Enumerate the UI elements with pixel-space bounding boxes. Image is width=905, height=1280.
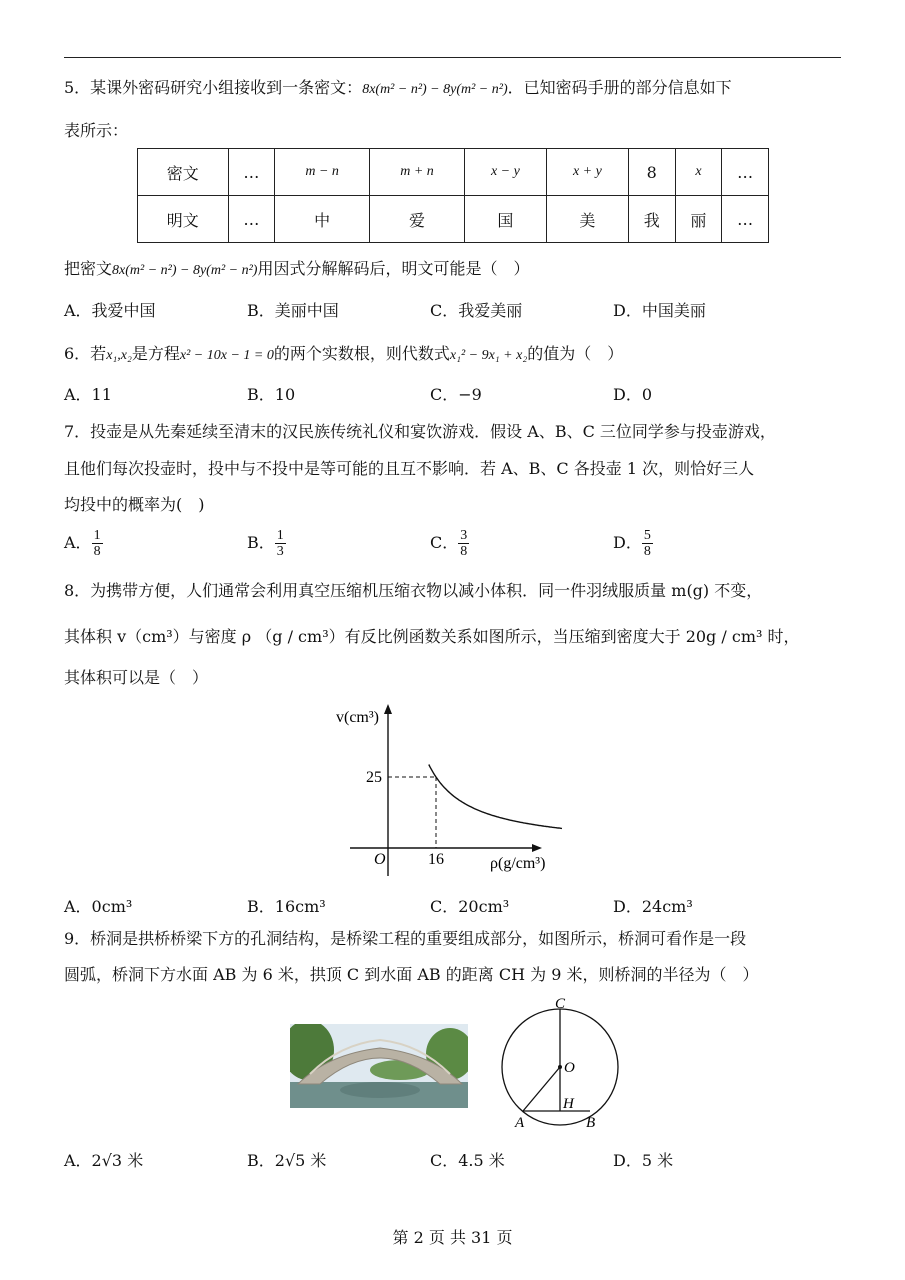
q7-line2: 且他们每次投壶时，投中与不投中是等可能的且互不影响．若 A、B、C 各投壶 1 次，则恰好三人 <box>64 459 755 478</box>
table-cell: 丽 <box>675 196 722 243</box>
page-footer: 第 2 页 共 31 页 <box>392 1228 513 1247</box>
q7-option-a[interactable] <box>64 528 103 559</box>
table-cell: 我 <box>628 196 675 243</box>
q5-ask-text-b: 用因式分解解码后，明文可能是（ ） <box>257 259 530 278</box>
fraction-numerator: 3 <box>460 528 468 543</box>
q5-option-d[interactable]: D．中国美丽 <box>613 301 706 320</box>
q6-option-c[interactable]: C．−9 <box>430 385 482 404</box>
q9-option-a[interactable]: A．2√3 米 <box>64 1151 144 1170</box>
y-tick-label: 25 <box>366 769 382 786</box>
q6-text: 6．若 <box>64 344 107 363</box>
q6-expression: x₁² − 9x₁ + x₂ <box>449 348 528 363</box>
fraction-denominator: 3 <box>276 544 284 559</box>
photo-reflection <box>340 1082 420 1098</box>
fraction-numerator: 5 <box>643 528 651 543</box>
table-cell: 明文 <box>138 196 229 243</box>
table-cell: 密文 <box>138 149 229 196</box>
x-axis-label: ρ(g/cm³) <box>490 855 546 872</box>
table-cell: 8 <box>628 149 675 196</box>
q7-line3: 均投中的概率为( ) <box>64 495 205 514</box>
fraction-numerator: 1 <box>93 528 101 543</box>
header-rule <box>64 57 841 58</box>
table-row-ciphertext <box>138 149 769 196</box>
cipher-table <box>137 148 769 243</box>
table-cell: … <box>722 196 769 243</box>
label-c: C <box>555 996 566 1012</box>
q7-option-c[interactable] <box>430 528 469 559</box>
q7-option-b[interactable] <box>247 528 286 559</box>
table-cell: m + n <box>370 149 465 196</box>
q9-option-b[interactable]: B．2√5 米 <box>247 1151 327 1170</box>
table-cell: x <box>675 149 722 196</box>
table-cell: … <box>228 149 275 196</box>
q6-text-3: 的两个实数根，则代数式 <box>273 344 450 363</box>
q8-option-c[interactable]: C．20cm³ <box>430 897 510 916</box>
option-label: C． <box>430 533 459 552</box>
fraction <box>92 528 103 559</box>
table-cell: 美 <box>546 196 628 243</box>
q5-option-b[interactable]: B．美丽中国 <box>247 301 339 320</box>
table-cell: … <box>228 196 275 243</box>
center-point <box>558 1065 562 1069</box>
bridge-photo <box>290 1024 468 1108</box>
hyperbola-curve <box>429 765 562 829</box>
q5-ask <box>64 258 529 282</box>
q6-equation: x² − 10x − 1 = 0 <box>179 348 274 363</box>
q6-stem <box>64 343 623 367</box>
q6-option-d[interactable]: D．0 <box>613 385 653 404</box>
table-cell: x − y <box>464 149 546 196</box>
q9-option-c[interactable]: C．4.5 米 <box>430 1151 505 1170</box>
q5-option-c[interactable]: C．我爱美丽 <box>430 301 523 320</box>
q5-ask-expression: 8x(m² − n²) − 8y(m² − n²) <box>112 263 258 278</box>
table-cell: 国 <box>464 196 546 243</box>
q5-stem-text-b: ．已知密码手册的部分信息如下 <box>507 78 732 97</box>
y-axis-arrow <box>384 704 392 714</box>
fraction-numerator: 1 <box>276 528 284 543</box>
q5-stem-line1 <box>64 77 732 101</box>
label-o: O <box>564 1060 575 1076</box>
fraction-denominator: 8 <box>643 544 651 559</box>
q6-text-4: 的值为（ ） <box>527 344 624 363</box>
inverse-function-graph <box>330 700 570 880</box>
fraction <box>642 528 653 559</box>
fraction-denominator: 8 <box>460 544 468 559</box>
q8-option-a[interactable]: A．0cm³ <box>64 897 133 916</box>
q8-line1: 8．为携带方便，人们通常会利用真空压缩机压缩衣物以减小体积．同一件羽绒服质量 m(g) 不变， <box>64 581 763 600</box>
x-tick-label: 16 <box>428 851 444 868</box>
table-row-plaintext <box>138 196 769 243</box>
table-cell: x + y <box>546 149 628 196</box>
q5-option-a[interactable]: A．我爱中国 <box>64 301 156 320</box>
q5-expression: 8x(m² − n²) − 8y(m² − n²) <box>362 82 508 97</box>
y-axis-label: v(cm³) <box>336 709 379 726</box>
q6-option-b[interactable]: B．10 <box>247 385 296 404</box>
q8-option-d[interactable]: D．24cm³ <box>613 897 693 916</box>
fraction-denominator: 8 <box>93 544 101 559</box>
segment-ao <box>523 1067 560 1111</box>
label-a: A <box>515 1115 525 1131</box>
fraction <box>458 528 469 559</box>
q7-option-d[interactable] <box>613 528 653 559</box>
fraction <box>275 528 286 559</box>
q9-line2: 圆弧，桥洞下方水面 AB 为 6 米，拱顶 C 到水面 AB 的距离 CH 为 9 米，则桥洞的半径为（ ） <box>64 965 759 984</box>
q8-line2: 其体积 v（cm³）与密度 ρ （g / cm³）有反比例函数关系如图所示，当压缩到密度大于 20g / cm³ 时， <box>64 627 800 646</box>
circle-diagram <box>490 992 630 1132</box>
q7-line1: 7．投壶是从先秦延续至清末的汉民族传统礼仪和宴饮游戏．假设 A、B、C 三位同学参与投壶游戏， <box>64 422 776 441</box>
q8-line3: 其体积可以是（ ） <box>64 668 209 687</box>
option-label: B． <box>247 533 275 552</box>
q8-option-b[interactable]: B．16cm³ <box>247 897 326 916</box>
option-label: D． <box>613 533 642 552</box>
q6-option-a[interactable]: A．11 <box>64 385 112 404</box>
table-cell: 爱 <box>370 196 465 243</box>
label-b: B <box>586 1115 596 1131</box>
q5-stem-line2: 表所示： <box>64 121 129 140</box>
x-axis-arrow <box>532 844 542 852</box>
table-cell: m − n <box>275 149 370 196</box>
q9-line1: 9．桥洞是拱桥桥梁下方的孔洞结构，是桥梁工程的重要组成部分，如图所示，桥洞可看作是一段 <box>64 929 747 948</box>
q5-stem-text: 5．某课外密码研究小组接收到一条密文： <box>64 78 363 97</box>
q6-text-2: 是方程 <box>131 344 180 363</box>
table-cell: … <box>722 149 769 196</box>
origin-label: O <box>374 851 386 868</box>
q5-ask-text: 把密文 <box>64 259 113 278</box>
label-h: H <box>563 1096 574 1112</box>
table-cell: 中 <box>275 196 370 243</box>
q9-option-d[interactable]: D．5 米 <box>613 1151 674 1170</box>
q6-vars: x₁,x₂ <box>106 348 132 363</box>
option-label: A． <box>64 533 92 552</box>
